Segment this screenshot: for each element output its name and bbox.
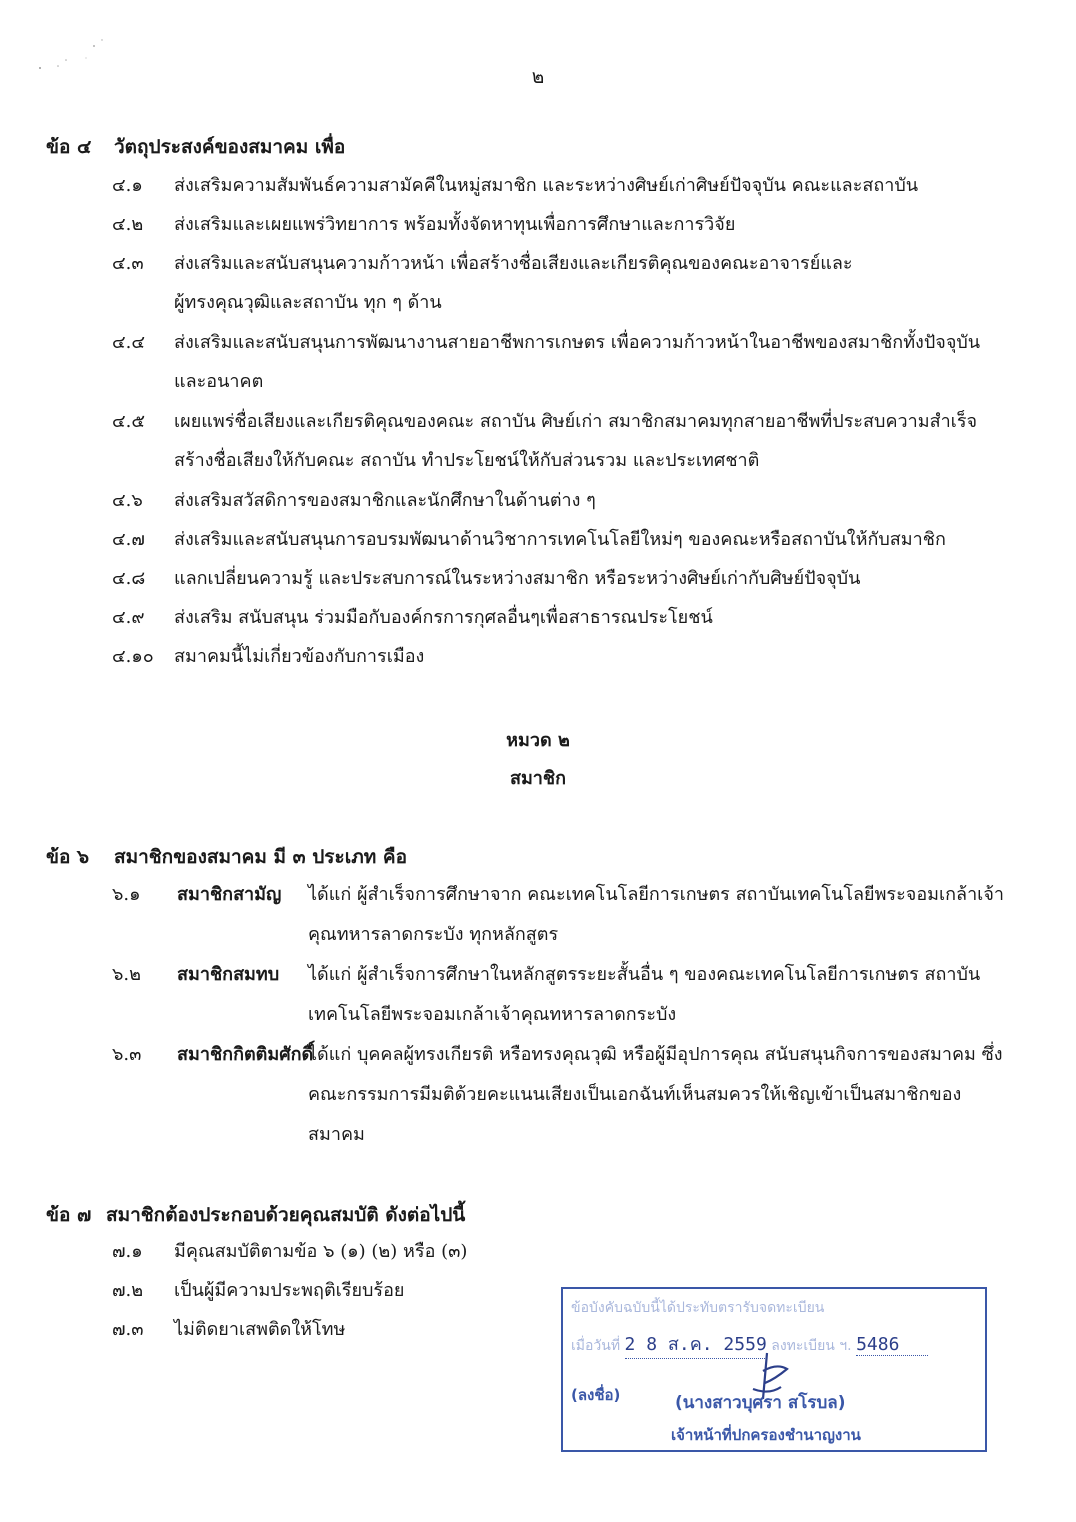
stamp-date-value: 2 8 ส.ค. 2559	[625, 1329, 767, 1359]
member-type-text: ได้แก่ บุคคลผู้ทรงเกียรติ หรือทรงคุณวุฒิ หรือผู้มีอุปการคุณ สนับสนุนกิจการของสมาคม ซึ่งคณะกรรมการมีมติด้วยคะแนนเสียงเป็นเอกฉันท์เห็นสมควรให้เชิญเข้าเป็นสมาชิกของสมาคม	[308, 1044, 1003, 1145]
stamp-header: ข้อบังคับฉบับนี้ได้ประทับตรารับจดทะเบียน	[571, 1300, 825, 1316]
item-number: ๔.๓	[112, 253, 144, 274]
item-number: ๔.๑๐	[112, 646, 154, 667]
item-number: ๗.๓	[112, 1319, 144, 1340]
list-item	[112, 598, 1012, 637]
list-item	[112, 323, 1012, 401]
item-text: เป็นผู้มีความประพฤติเรียบร้อย	[174, 1280, 405, 1301]
list-item	[112, 559, 1012, 598]
section4-title: วัตถุประสงค์ของสมาคม เพื่อ	[114, 136, 346, 158]
member-type-item	[112, 875, 1012, 955]
item-number: ๖.๓	[112, 1044, 142, 1065]
item-number: ๔.๘	[112, 568, 146, 589]
item-number: ๔.๗	[112, 529, 145, 550]
chapter-title: สมาชิก	[509, 768, 567, 789]
member-type-text: ได้แก่ ผู้สำเร็จการศึกษาจาก คณะเทคโนโลยีการเกษตร สถาบันเทคโนโลยีพระจอมเกล้าเจ้าคุณทหารลาดกระบัง ทุกหลักสูตร	[308, 884, 1004, 945]
item-number: ๖.๒	[112, 964, 142, 985]
list-item	[112, 481, 1012, 520]
item-number: ๗.๒	[112, 1280, 144, 1301]
item-number: ๔.๕	[112, 411, 145, 432]
member-type-label: สมาชิกสามัญ	[177, 884, 282, 905]
member-type-label: สมาชิกสมทบ	[177, 964, 280, 985]
section6-heading	[46, 842, 407, 872]
item-text: ส่งเสริม สนับสนุน ร่วมมือกับองค์กรการกุศลอื่นๆเพื่อสาธารณประโยชน์	[174, 607, 713, 628]
member-type-item	[112, 1035, 1012, 1155]
list-item	[112, 166, 1012, 205]
item-text: ส่งเสริมความสัมพันธ์ความสามัคคีในหมู่สมาชิก และระหว่างศิษย์เก่าศิษย์ปัจจุบัน คณะและสถาบัน	[174, 175, 919, 196]
list-item	[112, 520, 1012, 559]
item-text: ส่งเสริมและสนับสนุนความก้าวหน้า เพื่อสร้างชื่อเสียงและเกียรติคุณของคณะอาจารย์และผู้ทรงคุณวุฒิและสถาบัน ทุก ๆ ด้าน	[174, 253, 853, 313]
stamp-reg-number: 5486	[856, 1334, 928, 1356]
list-item	[112, 244, 892, 322]
section7-heading	[46, 1200, 465, 1230]
item-text: สมาคมนี้ไม่เกี่ยวข้องกับการเมือง	[174, 646, 425, 667]
stamp-reg-label: ลงทะเบียน ฯ.	[771, 1338, 852, 1354]
item-text: ไม่ติดยาเสพติดให้โทษ	[174, 1319, 346, 1340]
list-item	[112, 637, 1012, 676]
registration-stamp	[561, 1287, 987, 1452]
page-number: ๒	[531, 66, 545, 88]
list-item	[112, 1232, 1012, 1271]
item-text: ส่งเสริมและเผยแพร่วิทยาการ พร้อมทั้งจัดหาทุนเพื่อการศึกษาและการวิจัย	[174, 214, 736, 235]
item-number: ๗.๑	[112, 1241, 143, 1262]
section7-title: สมาชิกต้องประกอบด้วยคุณสมบัติ ดังต่อไปนี้	[106, 1204, 466, 1226]
item-text: แลกเปลี่ยนความรู้ และประสบการณ์ในระหว่างสมาชิก หรือระหว่างศิษย์เก่ากับศิษย์ปัจจุบัน	[174, 568, 861, 589]
item-text: ส่งเสริมและสนับสนุนการพัฒนางานสายอาชีพการเกษตร เพื่อความก้าวหน้าในอาชีพของสมาชิกทั้งปัจจุบันและอนาคต	[174, 332, 981, 392]
item-text: ส่งเสริมสวัสดิการของสมาชิกและนักศึกษาในด้านต่าง ๆ	[174, 490, 596, 511]
member-type-item	[112, 955, 1012, 1035]
item-number: ๔.๖	[112, 490, 143, 511]
section6-title: สมาชิกของสมาคม มี ๓ ประเภท คือ	[114, 846, 407, 868]
member-type-label: สมาชิกกิตติมศักดิ์	[177, 1044, 314, 1065]
item-number: ๔.๑	[112, 175, 143, 196]
item-number: ๔.๒	[112, 214, 144, 235]
item-number: ๔.๙	[112, 607, 145, 628]
item-number: ๔.๔	[112, 332, 145, 353]
chapter-label: หมวด ๒	[506, 730, 570, 751]
section6-number: ข้อ ๖	[46, 846, 90, 868]
stamp-official-name: (นางสาวบุศรา สโรบล)	[675, 1393, 846, 1413]
stamp-date-label: เมื่อวันที่	[571, 1338, 621, 1354]
list-item	[112, 205, 1012, 244]
item-text: ส่งเสริมและสนับสนุนการอบรมพัฒนาด้านวิชาการเทคโนโลยีใหม่ๆ ของคณะหรือสถาบันให้กับสมาชิก	[174, 529, 946, 550]
item-text: เผยแพร่ชื่อเสียงและเกียรติคุณของคณะ สถาบัน ศิษย์เก่า สมาชิกสมาคมทุกสายอาชีพที่ประสบความสำเร็จ สร้างชื่อเสียงให้กับคณะ สถาบัน ทำประโยชน์ให้กับส่วนรวม และประเทศชาติ	[174, 411, 978, 471]
stamp-sign-label: (ลงชื่อ)	[571, 1386, 621, 1404]
item-number: ๖.๑	[112, 884, 141, 905]
section4-number: ข้อ ๔	[46, 136, 92, 158]
section7-number: ข้อ ๗	[46, 1204, 92, 1226]
list-item	[112, 402, 1012, 480]
section4-heading	[46, 132, 345, 162]
item-text: มีคุณสมบัติตามข้อ ๖ (๑) (๒) หรือ (๓)	[174, 1241, 468, 1262]
member-type-text: ได้แก่ ผู้สำเร็จการศึกษาในหลักสูตรระยะสั้นอื่น ๆ ของคณะเทคโนโลยีการเกษตร สถาบันเทคโนโลยีพระจอมเกล้าเจ้าคุณทหารลาดกระบัง	[308, 964, 981, 1025]
stamp-official-title: เจ้าหน้าที่ปกครองชำนาญงาน	[671, 1426, 861, 1444]
